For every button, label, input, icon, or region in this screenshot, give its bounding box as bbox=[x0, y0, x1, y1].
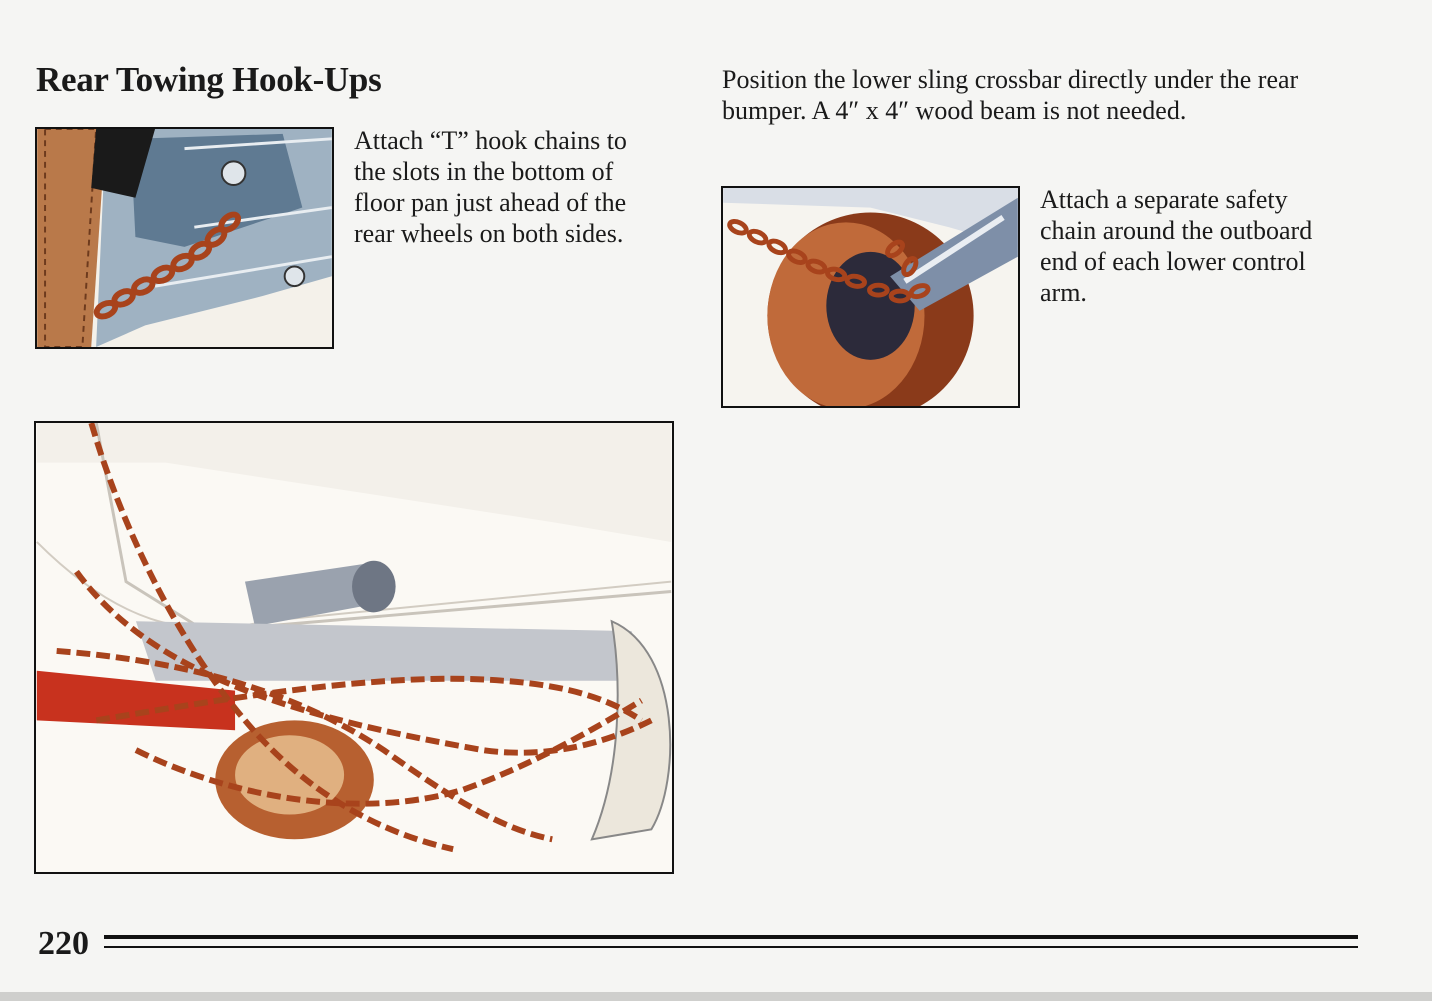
rear-sling-illustration bbox=[34, 421, 674, 874]
sling-crossbar-instruction: Position the lower sling crossbar directly under the rear bumper. A 4″ x 4″ wood beam is not needed. bbox=[722, 65, 1299, 125]
page-heading: Rear Towing Hook-Ups bbox=[36, 60, 382, 99]
rear-sling-drawing bbox=[36, 423, 672, 872]
footer-rule-thin bbox=[104, 946, 1358, 948]
safety-chain-illustration bbox=[721, 186, 1020, 408]
safety-chain-drawing bbox=[723, 188, 1018, 406]
t-hook-chain-illustration bbox=[35, 127, 334, 349]
t-hook-instruction: Attach “T” hook chains to the slots in the bottom of floor pan just ahead of the rear wheels on both sides. bbox=[354, 126, 627, 248]
page-number: 220 bbox=[38, 925, 89, 962]
safety-chain-instruction: Attach a separate safety chain around the outboard end of each lower control arm. bbox=[1040, 185, 1313, 307]
page-edge bbox=[0, 992, 1432, 1001]
footer-rule-thick bbox=[104, 935, 1358, 939]
t-hook-chain-drawing bbox=[37, 129, 332, 347]
